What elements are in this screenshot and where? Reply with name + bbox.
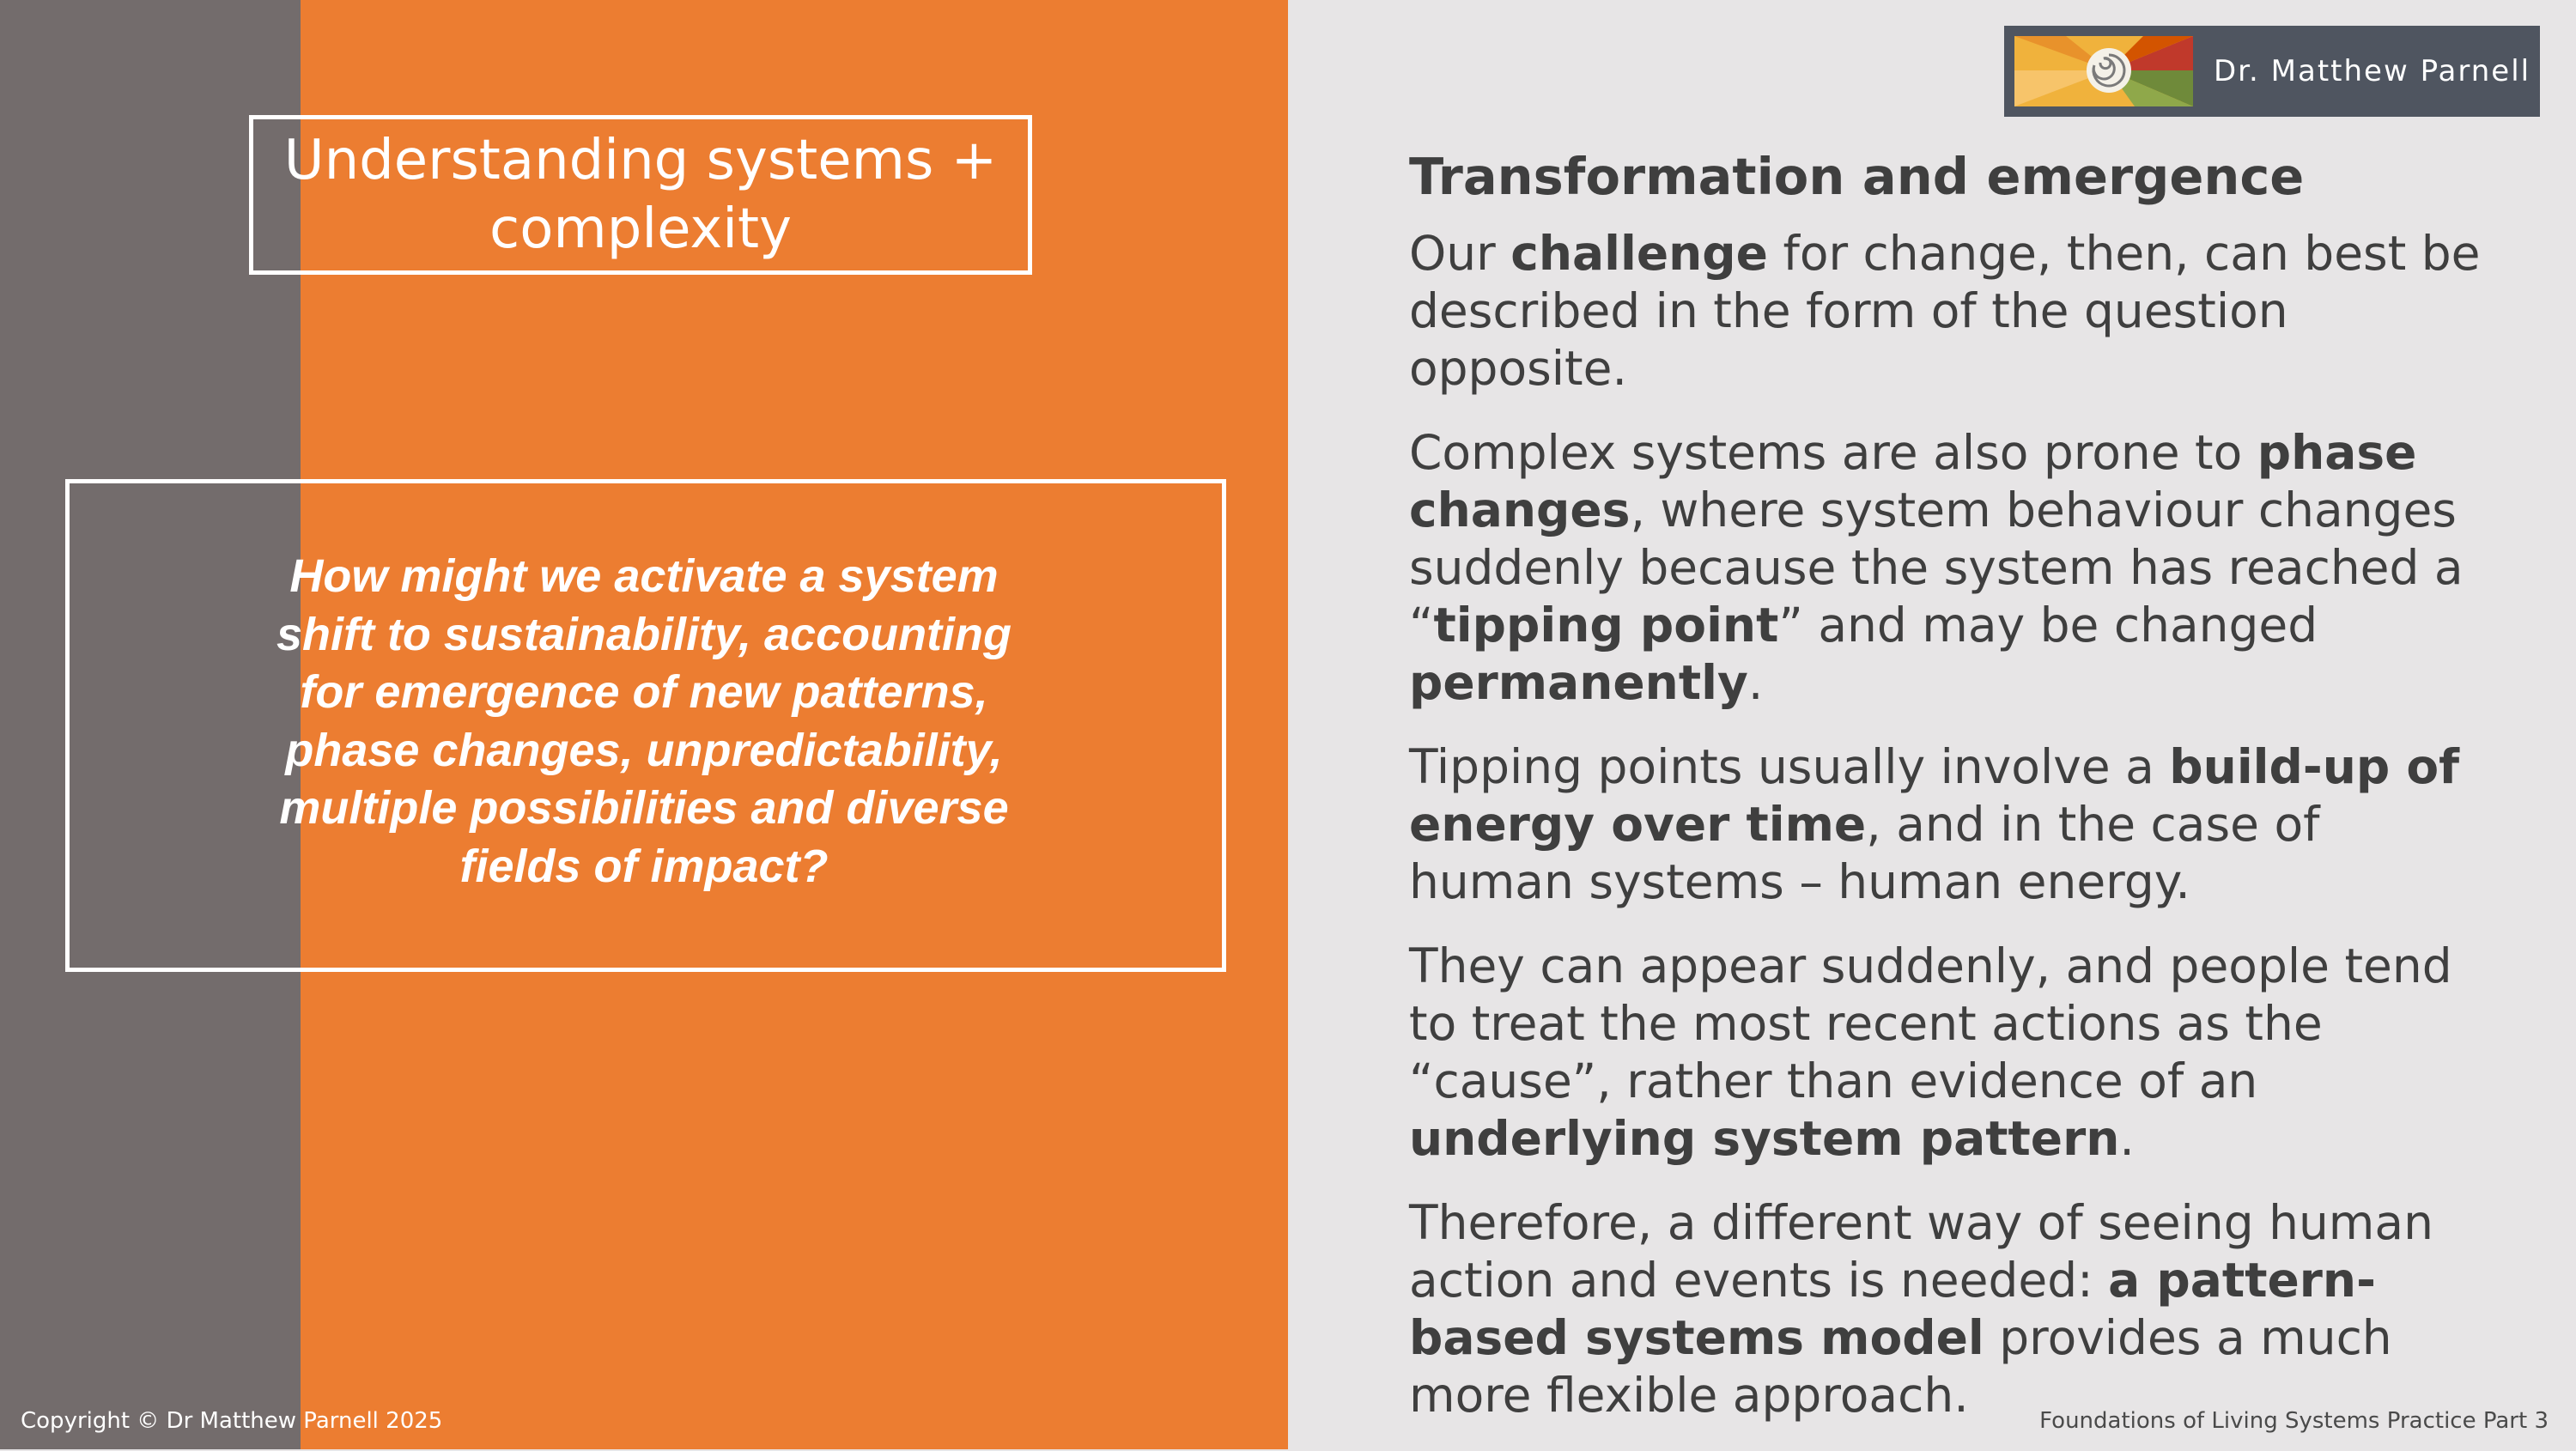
content-column [1409, 141, 2487, 1451]
paragraph-challenge: Our challenge for change, then, can best be described in the form of the question opposite. [1409, 226, 2481, 396]
paragraph-pattern-model: Therefore, a different way of seeing human action and events is needed: a pattern-based systems model provides a much more flexible approach. [1409, 1195, 2433, 1423]
section-heading: Transformation and emergence [1409, 147, 2305, 206]
copyright-footer: Copyright © Dr Matthew Parnell 2025 [21, 1408, 443, 1434]
paragraph-tipping-points: Tipping points usually involve a build-up of energy over time, and in the case of human systems – human energy. [1409, 739, 2460, 909]
nautilus-spiral-logo-icon [2014, 36, 2193, 106]
course-footer: Foundations of Living Systems Practice Part 3 [2039, 1408, 2549, 1434]
question-line: for emergence of new patterns, [300, 666, 988, 718]
paragraph-appear-suddenly: They can appear suddenly, and people tend to treat the most recent actions as the “cause”, rather than evidence of an underlying system pattern. [1409, 938, 2452, 1166]
question-line: multiple possibilities and diverse [279, 782, 1009, 834]
author-name: Dr. Matthew Parnell [2214, 54, 2531, 88]
slide-title-line-2: complexity [489, 197, 792, 261]
slide-title-box [249, 115, 1032, 275]
logo-badge [2004, 26, 2540, 117]
slide-title-line-1: Understanding systems + [283, 129, 998, 192]
question-line: phase changes, unpredictability, [285, 724, 1003, 776]
question-line: How might we activate a system [289, 550, 999, 602]
question-line: fields of impact? [459, 840, 829, 892]
paragraph-phase-changes: Complex systems are also prone to phase changes, where system behaviour changes suddenly because the system has reached a “tipping point” and may be changed permanently. [1409, 425, 2464, 710]
slide-title [284, 126, 998, 264]
guiding-question [249, 548, 1039, 895]
question-line: shift to sustainability, accounting [276, 608, 1012, 660]
